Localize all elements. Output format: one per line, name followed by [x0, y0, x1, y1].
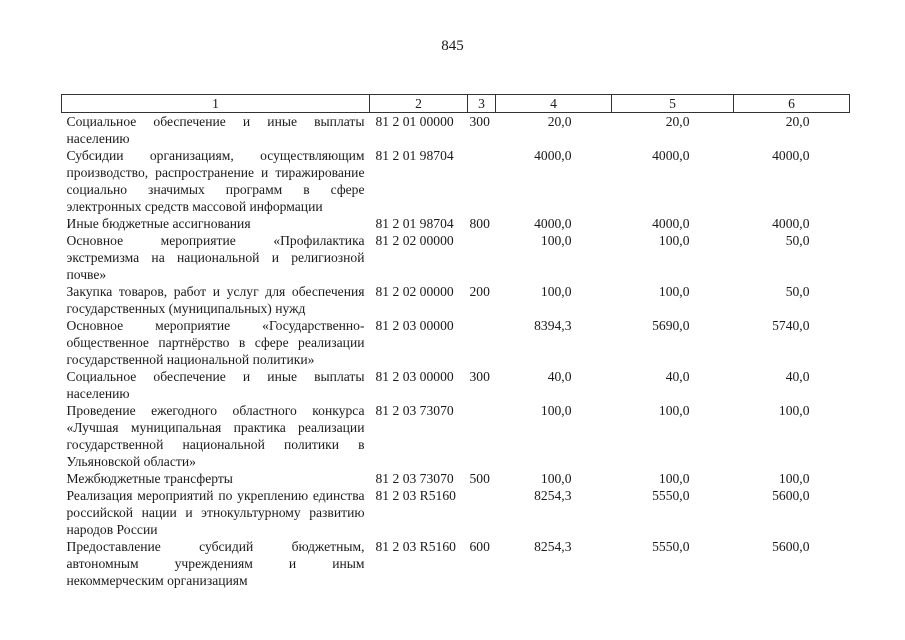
row-value-col6: 5740,0 — [772, 318, 810, 333]
row-expense-type-cell — [468, 147, 496, 215]
row-value-col4: 100,0 — [540, 233, 572, 248]
row-expense-type-cell: 300 — [469, 369, 490, 384]
row-value-col5: 5690,0 — [652, 318, 690, 333]
table-row — [62, 283, 850, 317]
row-expense-type-cell: 800 — [469, 216, 490, 231]
row-value-col5: 4000,0 — [652, 148, 690, 163]
row-value-col4: 8254,3 — [534, 488, 572, 503]
row-value-col5: 40,0 — [665, 369, 690, 384]
row-value-col6: 50,0 — [785, 284, 810, 299]
row-name-cell: Социальное обеспечение и иные выплаты населению — [66, 114, 365, 146]
row-code-cell: 81 2 03 R5160 — [375, 539, 456, 554]
row-value-col5: 100,0 — [658, 284, 690, 299]
row-code-cell: 81 2 01 98704 — [375, 216, 454, 231]
column-header: 6 — [734, 95, 850, 113]
row-value-col6: 100,0 — [778, 403, 810, 418]
row-name-cell: Социальное обеспечение и иные выплаты населению — [66, 369, 365, 401]
page-number: 845 — [441, 38, 464, 54]
row-code-cell: 81 2 03 R5160 — [375, 488, 456, 503]
row-code-cell: 81 2 03 00000 — [375, 369, 454, 384]
row-code-cell: 81 2 01 98704 — [375, 148, 454, 163]
column-header: 5 — [612, 95, 734, 113]
row-code-cell: 81 2 02 00000 — [375, 284, 454, 299]
column-header: 4 — [496, 95, 612, 113]
row-value-col6: 50,0 — [785, 233, 810, 248]
row-value-col4: 40,0 — [547, 369, 572, 384]
row-value-col4: 100,0 — [540, 284, 572, 299]
row-value-col5: 20,0 — [665, 114, 690, 129]
row-value-col5: 100,0 — [658, 471, 690, 486]
column-header: 1 — [62, 95, 370, 113]
row-expense-type-cell — [468, 317, 496, 368]
row-value-col5: 100,0 — [658, 233, 690, 248]
row-value-col4: 4000,0 — [534, 216, 572, 231]
table-row — [62, 538, 850, 589]
row-value-col6: 40,0 — [785, 369, 810, 384]
row-expense-type-cell: 200 — [469, 284, 490, 299]
budget-table — [61, 94, 850, 589]
row-name-cell: Реализация мероприятий по укреплению единства российской нации и этнокультурному развитию народов России — [66, 488, 365, 537]
row-value-col4: 4000,0 — [534, 148, 572, 163]
table-row — [62, 402, 850, 470]
row-name-cell: Межбюджетные трансферты — [66, 471, 233, 486]
table-body — [62, 113, 850, 590]
row-value-col6: 5600,0 — [772, 488, 810, 503]
row-expense-type-cell — [468, 402, 496, 470]
row-value-col6: 5600,0 — [772, 539, 810, 554]
table-row — [62, 368, 850, 402]
row-name-cell: Закупка товаров, работ и услуг для обеспечения государственных (муниципальных) нужд — [66, 284, 365, 316]
row-value-col4: 20,0 — [547, 114, 572, 129]
row-value-col6: 20,0 — [785, 114, 810, 129]
row-name-cell: Предоставление субсидий бюджетным, автономным учреждениям и иным некоммерческим организациям — [66, 539, 365, 588]
row-value-col5: 5550,0 — [652, 488, 690, 503]
row-value-col4: 8394,3 — [534, 318, 572, 333]
row-expense-type-cell: 600 — [469, 539, 490, 554]
row-value-col6: 100,0 — [778, 471, 810, 486]
row-code-cell: 81 2 02 00000 — [375, 233, 454, 248]
row-value-col5: 5550,0 — [652, 539, 690, 554]
row-expense-type-cell — [468, 232, 496, 283]
table-row — [62, 215, 850, 232]
row-expense-type-cell: 300 — [469, 114, 490, 129]
row-name-cell: Основное мероприятие «Государственно-общественное партнёрство в сфере реализации государственной национальной политики» — [66, 318, 365, 367]
table-row — [62, 147, 850, 215]
table-row — [62, 232, 850, 283]
row-code-cell: 81 2 03 73070 — [375, 403, 454, 418]
row-value-col4: 100,0 — [540, 471, 572, 486]
row-expense-type-cell — [468, 487, 496, 538]
row-name-cell: Проведение ежегодного областного конкурса «Лучшая муниципальная практика реализации государственной национальной политики в Ульяновской области» — [66, 403, 365, 469]
row-code-cell: 81 2 01 00000 — [375, 114, 454, 129]
row-value-col6: 4000,0 — [772, 148, 810, 163]
table-row — [62, 317, 850, 368]
column-header: 2 — [370, 95, 468, 113]
row-name-cell: Иные бюджетные ассигнования — [66, 216, 251, 231]
table-row — [62, 487, 850, 538]
table-header-row — [62, 95, 850, 113]
row-name-cell: Субсидии организациям, осуществляющим производство, распространение и тиражирование социально значимых программ в сфере электронных средств массовой информации — [66, 148, 365, 214]
table-row — [62, 470, 850, 487]
row-code-cell: 81 2 03 00000 — [375, 318, 454, 333]
row-value-col4: 8254,3 — [534, 539, 572, 554]
row-value-col5: 100,0 — [658, 403, 690, 418]
row-code-cell: 81 2 03 73070 — [375, 471, 454, 486]
table-row — [62, 113, 850, 148]
row-value-col4: 100,0 — [540, 403, 572, 418]
row-name-cell: Основное мероприятие «Профилактика экстремизма на национальной и религиозной почве» — [66, 233, 365, 282]
row-expense-type-cell: 500 — [469, 471, 490, 486]
row-value-col5: 4000,0 — [652, 216, 690, 231]
column-header: 3 — [468, 95, 496, 113]
row-value-col6: 4000,0 — [772, 216, 810, 231]
